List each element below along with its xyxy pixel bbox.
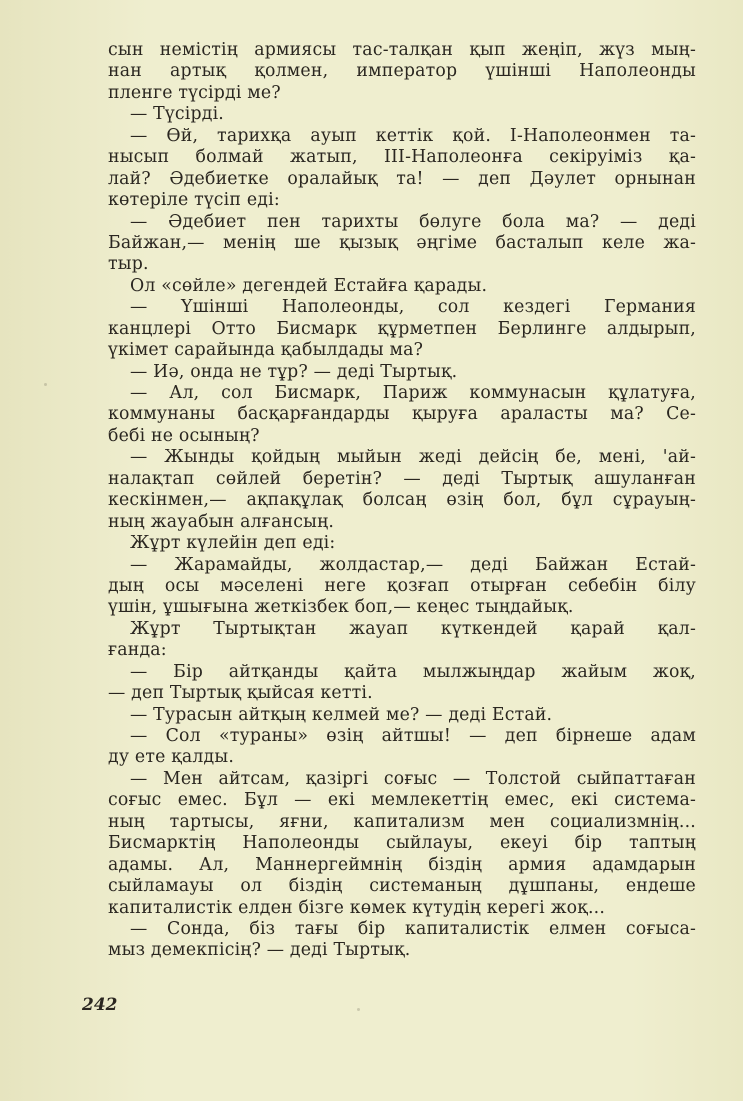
text-line: көтеріле түсіп еді: (108, 190, 280, 211)
text-line: ның жауабын алғансың. (108, 511, 335, 532)
paper-speck (357, 1008, 360, 1011)
text-line: дың осы мәселені неге қозғап отырған себебін білу (108, 575, 696, 596)
text-line: коммунаны басқарғандарды қыруға араласты ма? Се- (108, 404, 696, 425)
text-line: — Бір айтқанды қайта мылжыңдар жайым жоқ, (130, 661, 696, 682)
text-line: адамы. Ал, Маннергеймнің біздің армия адамдарын (108, 854, 696, 875)
text-line: ғанда: (108, 640, 167, 661)
text-line: налақтап сөйлей беретін? — деді Тыртық ашуланған (108, 468, 696, 489)
text-line: нан артық қолмен, император үшінші Наполеонды (108, 61, 696, 82)
paper-speck (44, 383, 47, 386)
text-line: нысып болмай жатып, III-Наполеонға секіруіміз қа- (108, 147, 696, 168)
text-line: — Мен айтсам, қазіргі соғыс — Толстой сыйпаттаған (130, 768, 696, 789)
text-line: кескінмен,— ақпақұлақ болсаң өзің бол, бұл сұрауың- (108, 490, 696, 511)
text-line: Жұрт Тыртықтан жауап күткендей қарай қал- (130, 618, 696, 639)
text-line: сын немістің армиясы тас-талқан қып жеңіп, жүз мың- (108, 40, 696, 60)
text-line: ның тартысы, яғни, капитализм мен социализмнің... (108, 811, 696, 832)
text-line: — Жынды қойдың мыйын жеді дейсің бе, мені, 'ай- (130, 447, 696, 468)
text-line: — Турасын айтқың келмей ме? — деді Естай. (130, 704, 553, 725)
text-line: — деп Тыртық қыйсая кетті. (108, 683, 373, 704)
text-line: — Түсірді. (130, 104, 224, 125)
page-number: 242 (82, 995, 118, 1015)
text-line: — Иә, онда не тұр? — деді Тыртық. (130, 361, 458, 382)
text-line: үкімет сарайында қабылдады ма? (108, 340, 424, 361)
text-line: — Сонда, біз тағы бір капиталистік елмен соғыса- (130, 918, 696, 939)
text-line: — Әдебиет пен тарихты бөлуге бола ма? — деді (130, 211, 696, 232)
text-line: үшін, ұшығына жеткізбек боп,— кеңес тыңдайық. (108, 597, 574, 618)
text-line: лай? Әдебиетке оралайық та! — деп Дәулет орнынан (108, 168, 696, 189)
text-line: мыз демекпісің? — деді Тыртық. (108, 940, 411, 961)
text-line: капиталистік елден бізге көмек күтудің керегі жоқ... (108, 897, 606, 918)
text-line: — Жарамайды, жолдастар,— деді Байжан Естай- (130, 554, 696, 575)
text-line: — Ал, сол Бисмарк, Париж коммунасын құлатуға, (130, 383, 696, 403)
text-line: бебі не осының? (108, 425, 260, 446)
text-line: Бисмарктің Наполеонды сыйлауы, екеуі бір таптың (108, 833, 696, 854)
text-line: — Сол «тураны» өзің айтшы! — деп бірнеше адам (130, 726, 696, 746)
text-line: канцлері Отто Бисмарк құрметпен Берлинге алдырып, (108, 318, 696, 339)
text-line: — Үшінші Наполеонды, сол кездегі Германия (130, 297, 696, 318)
text-line: соғыс емес. Бұл — екі мемлекеттің емес, екі система- (108, 790, 696, 811)
text-line: ду ете қалды. (108, 747, 235, 768)
text-line: Ол «сөйле» дегендей Естайға қарады. (130, 275, 488, 296)
text-line: пленге түсірді ме? (108, 82, 281, 103)
text-line: — Өй, тарихқа ауып кеттік қой. I-Наполеонмен та- (130, 125, 696, 146)
text-line: тыр. (108, 254, 149, 275)
text-line: сыйламауы ол біздің системаның дұшпаны, ендеше (108, 876, 696, 897)
page-text (108, 40, 696, 962)
text-line: Байжан,— менің ше қызық әңгіме басталып келе жа- (108, 232, 696, 253)
text-line: Жұрт күлейін деп еді: (130, 533, 336, 554)
